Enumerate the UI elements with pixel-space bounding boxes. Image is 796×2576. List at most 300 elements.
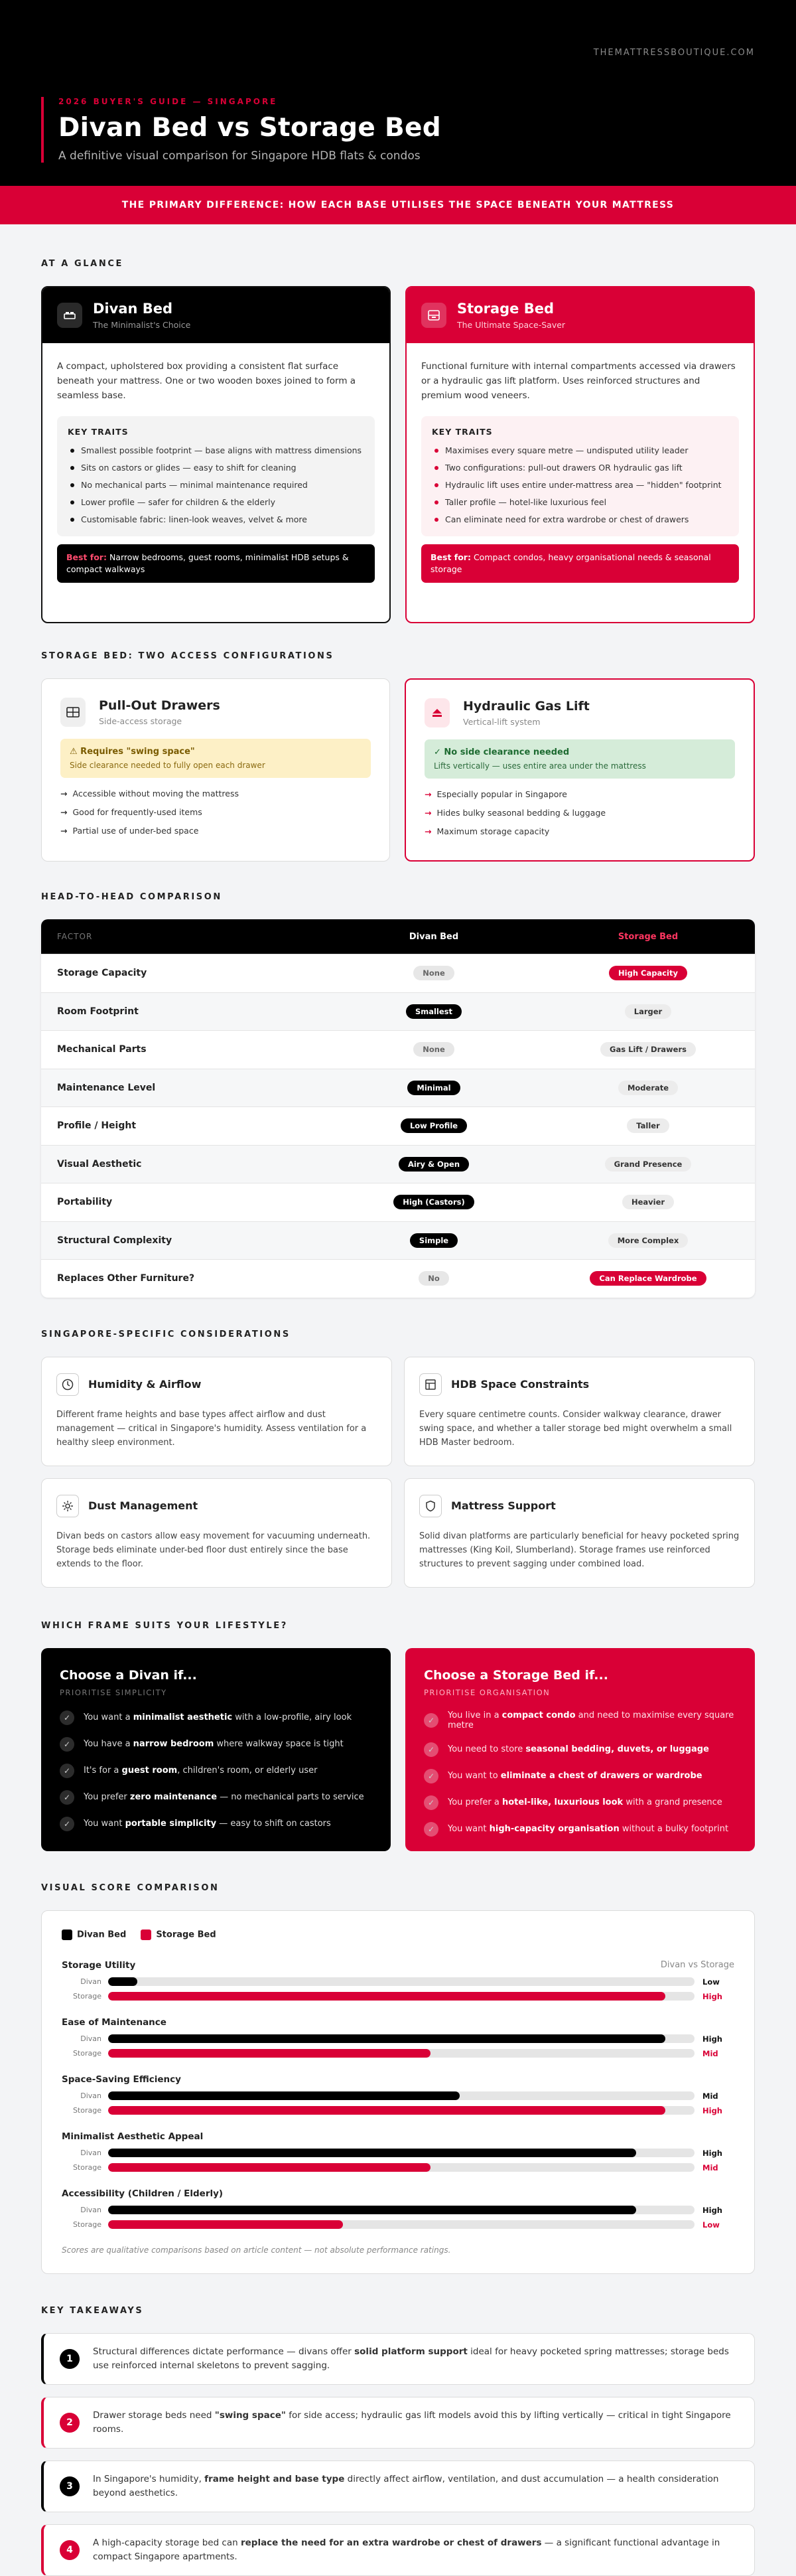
factor-cell: Replaces Other Furniture? [57,1273,195,1284]
consideration-card [404,1357,755,1466]
lifestyle-item [60,1790,372,1805]
check-icon: ✓ [424,1742,438,1757]
table-row [41,1106,755,1145]
factor-cell: Visual Aesthetic [57,1158,142,1170]
section-heading-takeaways: KEY TAKEAWAYS [41,2305,144,2316]
lifestyle-item-text [84,1712,352,1722]
config-bullet [60,826,371,836]
table-header [41,919,755,954]
score-rating: Low [702,2220,720,2230]
takeaway-text-part: — a significant functional advantage in compact Singapore apartments. [93,2537,720,2562]
storage-value-badge: Gas Lift / Drawers [600,1042,696,1057]
score-bar-fill [108,2206,636,2214]
divan-best-for [57,544,375,583]
hero-title-block [41,97,441,163]
check-icon: ✓ [424,1795,438,1810]
trait-item: No mechanical parts — minimal maintenance required [68,479,364,491]
takeaway-number: 4 [60,2540,80,2560]
lifestyle-highlight: high-capacity organisation [489,1824,620,1834]
storage-value-badge: Larger [625,1004,671,1019]
lifestyle-text: You want [448,1824,490,1834]
score-bar-fill [108,2049,431,2058]
trait-item: Sits on castors or glides — easy to shift for cleaning [68,462,364,473]
arrow-icon: → [425,789,432,799]
takeaway-number: 2 [60,2413,80,2433]
lifestyle-text: where walkway space is tight [214,1739,344,1749]
consideration-title: HDB Space Constraints [451,1378,590,1391]
takeaway-number: 3 [60,2476,80,2496]
lifestyle-item-text [448,1710,736,1730]
lifestyle-item [60,1737,372,1752]
consideration-text: Different frame heights and base types affect airflow and dust management — critical in Singapore's humidity. Assess ventilation for a healthy sleep environment. [56,1409,367,1448]
score-bar-fill [108,1977,137,1986]
lifestyle-text: You want to [448,1771,501,1781]
takeaway-highlight: solid platform support [354,2346,468,2357]
score-bar-track [108,1992,695,2001]
choose-storage-card [405,1648,755,1851]
takeaway-highlight: replace the need for an extra wardrobe or chest of drawers [240,2537,542,2548]
takeaway-text-part: directly affect airflow, ventilation, and dust accumulation — a health consideration beyond aesthetics. [93,2473,719,2498]
primary-difference-banner: THE PRIMARY DIFFERENCE: HOW EACH BASE UTILISES THE SPACE BENEATH YOUR MATTRESS [0,186,796,224]
comparison-table [41,919,755,1298]
divan-card-title: Divan Bed [93,301,173,317]
score-rating: Mid [702,2048,718,2058]
score-rating: Mid [702,2162,718,2172]
lifestyle-text: You want a [84,1712,133,1722]
lifestyle-highlight: minimalist aesthetic [133,1712,233,1722]
score-category-header [62,2017,734,2028]
config-bullet-text: Accessible without moving the mattress [72,789,239,798]
storage-cell [541,1233,755,1248]
factor-cell: Portability [57,1197,113,1208]
config-bullet [60,807,371,817]
score-category-name: Ease of Maintenance [62,2016,166,2028]
config-bullet-text: Especially popular in Singapore [436,789,567,799]
score-category [62,1960,734,2003]
divan-cell [326,1157,541,1172]
storage-cell [541,1118,755,1133]
score-rating: High [702,2205,722,2215]
storage-value-badge: Heavier [622,1195,674,1209]
divan-cell [326,966,541,980]
lifestyle-text: It's for a [84,1766,122,1776]
lifestyle-item [424,1742,736,1757]
divan-cell [326,1233,541,1248]
config-bullet [425,789,735,799]
score-chart [41,1910,755,2274]
score-bar-row [62,2162,734,2174]
lifestyle-highlight: narrow bedroom [133,1739,214,1749]
arrow-icon: → [60,807,68,817]
choose-divan-title: Choose a Divan if... [60,1667,197,1683]
shield-icon [419,1495,442,1517]
config-bullet [425,808,735,818]
score-bar-label: Divan [80,2034,101,2043]
lifestyle-item [424,1795,736,1810]
check-icon: ✓ [424,1822,438,1837]
score-bar-label: Divan [80,2206,101,2214]
divan-value-badge: High (Castors) [393,1195,474,1209]
takeaway-text [93,2536,738,2564]
storage-value-badge: More Complex [608,1233,689,1248]
lifestyle-item [60,1710,372,1725]
score-bar-row [62,2219,734,2231]
score-bar-label: Storage [72,2220,101,2229]
divan-value-badge: Simple [410,1233,458,1248]
score-bar-track [108,2149,695,2157]
lifestyle-highlight: eliminate a chest of drawers or wardrobe [500,1771,702,1781]
score-category-name: Minimalist Aesthetic Appeal [62,2131,204,2142]
score-category-name: Accessibility (Children / Elderly) [62,2188,224,2199]
score-bar-label: Storage [72,2163,101,2172]
table-row [41,1069,755,1107]
header-storage: Storage Bed [618,931,679,942]
lifestyle-text: without a bulky footprint [619,1824,729,1834]
check-icon: ✓ [60,1710,74,1725]
score-rating: Mid [702,2091,718,2101]
lifestyle-item-text [448,1771,702,1781]
storage-key-traits [421,416,739,536]
trait-item: Two configurations: pull-out drawers OR hydraulic gas lift [432,462,728,473]
storage-overview-card [405,286,755,623]
arrow-icon: → [425,808,432,818]
score-category [62,2017,734,2060]
storage-traits-title: KEY TRAITS [432,427,493,437]
lifestyle-highlight: hotel-like, luxurious look [502,1797,624,1807]
trait-item: Lower profile — safer for children & the elderly [68,496,364,508]
takeaway-text [93,2345,738,2373]
drawers-tagline: Side-access storage [99,716,182,726]
consideration-card [404,1478,755,1588]
score-bar-fill [108,2034,665,2043]
config-bullet-text: Hides bulky seasonal bedding & luggage [436,808,606,818]
site-domain[interactable]: THEMATTRESSBOUTIQUE.COM [593,48,755,58]
consideration-text: Solid divan platforms are particularly beneficial for heavy pocketed spring mattresses (King Koil, Slumberland). Storage frames use reinforced structures to prevent sagging under combined load. [419,1531,740,1569]
takeaway-text-part: In Singapore's humidity, [93,2473,205,2484]
consideration-card [41,1357,392,1466]
choose-divan-card [41,1648,391,1851]
lifestyle-item [60,1764,372,1778]
score-bar-track [108,2220,695,2229]
hero-header [0,0,796,186]
takeaway-card [41,2397,755,2449]
score-bar-fill [108,2106,665,2115]
consideration-text: Every square centimetre counts. Consider walkway clearance, drawer swing space, and whether a taller storage bed might overwhelm a small HDB Master bedroom. [419,1409,732,1448]
trait-item: Taller profile — hotel-like luxurious feel [432,496,728,508]
lifestyle-item-text [448,1824,728,1834]
score-bar-label: Storage [72,1992,101,2001]
takeaway-highlight: "swing space" [214,2409,286,2421]
hero-subtitle: A definitive visual comparison for Singapore HDB flats & condos [58,149,421,163]
factor-cell: Structural Complexity [57,1235,172,1246]
config-bullet-text: Good for frequently-used items [72,807,202,817]
divan-cell [326,1081,541,1095]
score-rating: Low [702,1977,720,1987]
divan-overview-card [41,286,391,623]
lifestyle-highlight: compact condo [501,1710,576,1720]
divan-traits-title: KEY TRAITS [68,427,129,437]
floorplan-icon [419,1373,442,1396]
score-bar-row [62,2090,734,2102]
lifestyle-text: You want [84,1819,125,1829]
lifestyle-item-text [84,1766,317,1776]
section-heading-h2h: HEAD-TO-HEAD COMPARISON [41,892,222,902]
best-for-text: Narrow bedrooms, guest rooms, minimalist HDB setups & compact walkways [66,552,349,574]
score-bar-fill [108,2220,343,2229]
storage-value-badge: Can Replace Wardrobe [590,1271,706,1286]
score-rating: High [702,2148,722,2158]
storage-value-badge: Grand Presence [605,1157,692,1172]
score-bar-fill [108,2149,636,2157]
divan-value-badge: None [413,966,454,980]
sparkle-icon [56,1495,79,1517]
score-bar-row [62,1991,734,2003]
check-icon: ✓ [424,1713,438,1728]
takeaway-highlight: frame height and base type [204,2473,345,2484]
divan-cell [326,1042,541,1057]
score-note: Scores are qualitative comparisons based on article content — not absolute performance ratings. [62,2245,451,2255]
lifestyle-text: with a grand presence [623,1797,722,1807]
hydraulic-tagline: Vertical-lift system [463,717,541,727]
lift-icon [425,698,450,727]
section-heading-scores: VISUAL SCORE COMPARISON [41,1882,220,1893]
config-bullet [425,826,735,836]
check-icon: ✓ [60,1817,74,1831]
score-rating: High [702,2034,722,2044]
takeaway-text [93,2472,738,2500]
factor-cell: Mechanical Parts [57,1044,147,1055]
lifestyle-text: You prefer [84,1792,130,1802]
lifestyle-item [424,1710,736,1730]
score-category-hint: Divan vs Storage [660,1959,734,1970]
storage-priority: PRIORITISE ORGANISATION [424,1687,551,1697]
trait-item: Hydraulic lift uses entire under-mattress area — "hidden" footprint [432,479,728,491]
takeaway-card [41,2524,755,2576]
section-heading-singapore: SINGAPORE-SPECIFIC CONSIDERATIONS [41,1329,291,1339]
storage-cell [541,1004,755,1019]
storage-value-badge: High Capacity [609,966,687,980]
config-bullet-text: Partial use of under-bed space [72,826,199,836]
arrow-icon: → [60,789,68,798]
lifestyle-highlight: seasonal bedding, duvets, or luggage [525,1744,709,1754]
lifestyle-item [424,1822,736,1837]
score-bar-fill [108,2091,460,2100]
takeaway-card [41,2461,755,2512]
table-row [41,1030,755,1069]
lifestyle-text: with a low-profile, airy look [232,1712,352,1722]
consideration-title: Mattress Support [451,1499,556,1512]
legend-storage [141,1930,216,1940]
divan-priority: PRIORITISE SIMPLICITY [60,1687,167,1697]
factor-cell: Profile / Height [57,1120,137,1132]
drawers-config-card [41,678,390,862]
score-bar-label: Storage [72,2049,101,2058]
score-bar-track [108,2034,695,2043]
section-heading-lifestyle: WHICH FRAME SUITS YOUR LIFESTYLE? [41,1620,288,1631]
storage-cell [541,1271,755,1286]
choose-storage-title: Choose a Storage Bed if... [424,1667,608,1683]
divan-value-badge: None [413,1042,454,1057]
score-bar-label: Divan [80,2091,101,2100]
lifestyle-text: You need to store [448,1744,526,1754]
storage-cell [541,1195,755,1209]
score-rating: High [702,1991,722,2001]
lifestyle-highlight: guest room [121,1766,178,1776]
factor-cell: Storage Capacity [57,968,147,979]
lifestyle-item-text [84,1819,331,1829]
storage-box-icon [421,303,446,328]
score-rating: High [702,2105,722,2115]
takeaway-text-part: for side access; hydraulic gas lift models avoid this by lifting vertically — critical in tight Singapore rooms. [93,2409,731,2435]
storage-cell [541,1081,755,1095]
factor-cell: Maintenance Level [57,1082,156,1093]
storage-description: Functional furniture with internal compartments accessed via drawers or a hydraulic gas lift platform. Uses reinforced structures and premium wood veneers. [421,361,736,401]
score-bar-row [62,2204,734,2216]
header-factor: FACTOR [57,932,93,941]
storage-cell [541,966,755,980]
section-heading-configs: STORAGE BED: TWO ACCESS CONFIGURATIONS [41,651,334,661]
consideration-header [56,1373,377,1396]
divan-description: A compact, upholstered box providing a consistent flat surface beneath your mattress. One or two wooden boxes joined to form a seamless base. [57,361,356,401]
divan-key-traits [57,416,375,536]
divan-cell [326,1004,541,1019]
divan-cell [326,1195,541,1209]
best-for-label: Best for: [66,552,107,562]
storage-value-badge: Taller [627,1118,669,1133]
consideration-header [419,1373,740,1396]
lifestyle-item [60,1817,372,1831]
legend-divan [62,1930,126,1940]
lifestyle-text: — no mechanical parts to service [217,1792,364,1802]
score-bar-row [62,1976,734,1988]
swing-space-warning [60,739,371,778]
score-bar-label: Divan [80,1977,101,1986]
score-bar-track [108,2106,695,2115]
score-legend [62,1930,734,1940]
arrow-icon: → [425,826,432,836]
consideration-card [41,1478,392,1588]
trait-item: Smallest possible footprint — base aligns with mattress dimensions [68,445,364,456]
storage-card-title: Storage Bed [457,301,554,317]
trait-item: Maximises every square metre — undisputed utility leader [432,445,728,456]
drawers-title: Pull-Out Drawers [99,698,220,713]
table-row [41,954,755,992]
score-category-header [62,2131,734,2142]
divan-card-header [42,287,389,343]
lifestyle-item-text [448,1797,722,1807]
lifestyle-highlight: zero maintenance [129,1792,218,1802]
header-divan: Divan Bed [409,931,459,942]
divan-value-badge: Smallest [406,1004,462,1019]
no-clearance-note [425,739,735,779]
lifestyle-item-text [84,1792,364,1802]
note-text: Lifts vertically — uses entire area under the mattress [434,761,646,771]
lifestyle-item-text [448,1744,709,1754]
check-icon: ✓ [60,1790,74,1805]
lifestyle-item [424,1769,736,1783]
divan-cell [326,1271,541,1286]
lifestyle-text: You live in a [448,1710,502,1720]
clock-icon [56,1373,79,1396]
score-bar-fill [108,1992,665,2001]
storage-cell [541,1157,755,1172]
divan-value-badge: Airy & Open [399,1157,469,1172]
score-bar-fill [108,2163,431,2172]
score-bar-row [62,2105,734,2117]
storage-cell [541,1042,755,1057]
divan-value-badge: Low Profile [401,1118,467,1133]
trait-item: Customisable fabric: linen-look weaves, velvet & more [68,514,364,525]
score-bar-row [62,2147,734,2159]
score-bar-row [62,2048,734,2060]
consideration-text: Divan beds on castors allow easy movement for vacuuming underneath. Storage beds eliminate under-bed floor dust entirely since the base extends to the floor. [56,1531,371,1569]
hero-eyebrow: 2026 BUYER'S GUIDE — SINGAPORE [58,97,278,106]
table-row [41,992,755,1031]
score-bar-track [108,2091,695,2100]
score-bar-track [108,1977,695,1986]
lifestyle-item-text [84,1739,344,1749]
section-heading-glance: AT A GLANCE [41,259,123,269]
score-category-header [62,1960,734,1971]
storage-value-badge: Moderate [618,1081,678,1095]
score-category [62,2131,734,2174]
score-bar-track [108,2163,695,2172]
takeaway-number: 1 [60,2349,80,2369]
score-bar-label: Storage [72,2106,101,2115]
score-category-name: Storage Utility [62,1959,136,1971]
table-row [41,1259,755,1298]
storage-card-tagline: The Ultimate Space-Saver [457,320,566,330]
hydraulic-title: Hydraulic Gas Lift [463,699,590,714]
consideration-title: Humidity & Airflow [88,1378,202,1391]
consideration-title: Dust Management [88,1499,198,1512]
lifestyle-text: You have a [84,1739,133,1749]
score-category-header [62,2188,734,2199]
divan-card-tagline: The Minimalist's Choice [93,320,191,330]
score-category [62,2074,734,2117]
bed-icon [57,303,82,328]
score-category-name: Space-Saving Efficiency [62,2074,181,2085]
lifestyle-highlight: portable simplicity [125,1819,217,1829]
best-for-label: Best for: [431,552,471,562]
best-for-text: Compact condos, heavy organisational needs & seasonal storage [431,552,711,574]
table-row [41,1145,755,1183]
config-bullet-text: Maximum storage capacity [436,826,550,836]
warning-title: ⚠ Requires "swing space" [70,747,195,757]
takeaway-card [41,2333,755,2385]
trait-item: Can eliminate need for extra wardrobe or chest of drawers [432,514,728,525]
takeaway-text-part: ideal for heavy pocketed spring mattresses; storage beds use reinforced internal skeletons to prevent sagging. [93,2346,729,2371]
consideration-header [56,1495,377,1517]
lifestyle-text: , children's room, or elderly user [177,1766,318,1776]
arrow-icon: → [60,826,68,836]
config-bullet [60,789,371,798]
score-bar-row [62,2033,734,2045]
score-category [62,2188,734,2231]
lifestyle-text: and need to maximise every square metre [448,1710,734,1730]
divan-value-badge: No [419,1271,449,1286]
table-row [41,1183,755,1221]
legend-storage-label: Storage Bed [156,1930,216,1939]
hydraulic-config-card [405,678,755,862]
drawers-icon [60,698,86,727]
check-icon: ✓ [60,1737,74,1752]
takeaway-text-part: Structural differences dictate performance — divans offer [93,2346,355,2357]
lifestyle-text: You prefer a [448,1797,502,1807]
legend-divan-label: Divan Bed [77,1930,127,1939]
storage-best-for [421,544,739,583]
score-bar-track [108,2206,695,2214]
